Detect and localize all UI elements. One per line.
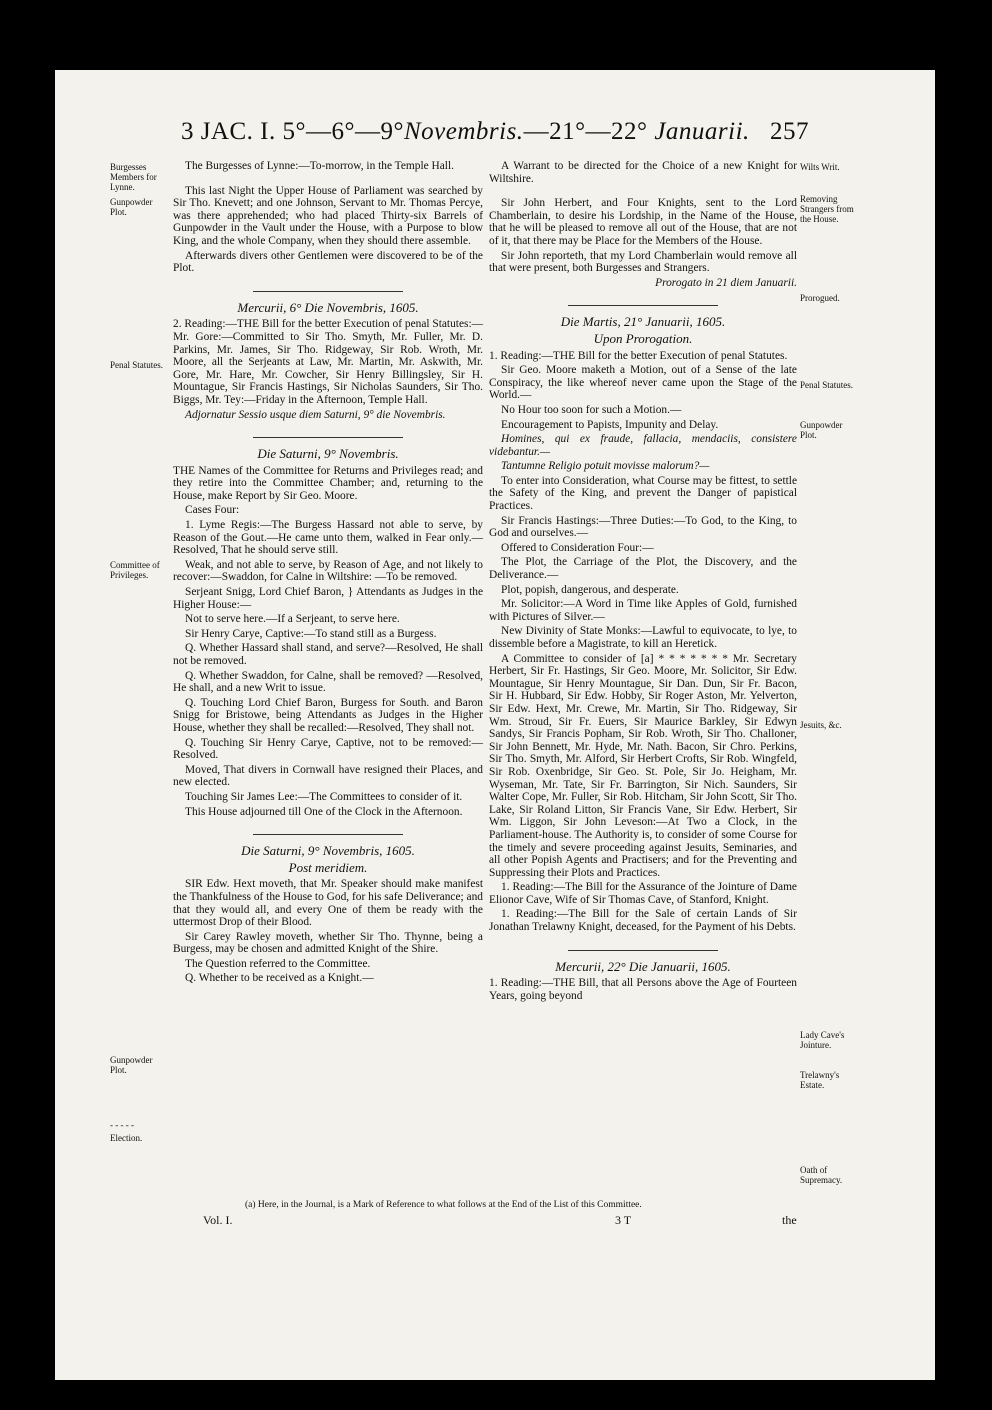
margin-note: Lady Cave's Jointure. — [800, 1030, 845, 1050]
paragraph: Touching Sir James Lee:—The Committees to consider of it. — [185, 790, 463, 803]
paragraph: Moved, That divers in Cornwall have resigned their Places, and new elected. — [173, 763, 483, 789]
paragraph: Weak, and not able to serve, by Reason of Age, and not likely to recover:—Swaddon, for Calne in Wiltshire: —To be removed. — [173, 558, 483, 584]
paragraph: Sir John Herbert, and Four Knights, sent to the Lord Chamberlain, to desire his Lordship, in the Name of the House, that he will be pleased to remove all out of the House, that are not of it, that there may be Place for the Members of the House. — [489, 197, 797, 247]
paragraph: Prorogato in 21 diem Januarii. — [655, 276, 797, 289]
paragraph: Encouragement to Papists, Impunity and Delay. — [501, 418, 719, 431]
paragraph: Not to serve here.—If a Serjeant, to serve here. — [185, 613, 400, 626]
margin-note: Wilts Writ. — [800, 162, 840, 172]
paragraph: Q. Touching Lord Chief Baron, Burgess for South. and Baron Snigg for Bristowe, being Attendants as Judges in the Higher House, whether they shall be recalled:—Resolved, They shall not. — [173, 696, 483, 734]
divider — [253, 291, 403, 292]
paragraph: This last Night the Upper House of Parliament was searched by Sir Tho. Knevett; and one Johnson, Servant to Mr. Thomas Percye, was there apprehended; who had placed Thirty-six Barrels of Gunpowder in the Vault under the House, with a Purpose to blow King, and the whole Company, when they should there assemble. — [173, 184, 483, 247]
signature-mark: 3 T — [615, 1213, 632, 1227]
section-heading: Die Saturni, 9° Novembris, 1605. — [241, 843, 415, 859]
divider — [253, 437, 403, 438]
paragraph: Q. Whether Hassard shall stand, and serve?—Resolved, He shall not be removed. — [173, 642, 483, 667]
paragraph: Adjornatur Sessio usque diem Saturni, 9° die Novembris. — [185, 408, 446, 421]
paragraph: 1. Reading:—The Bill for the Sale of certain Lands of Sir Jonathan Trelawny Knight, deceased, for the Payment of his Debts. — [489, 908, 797, 934]
paragraph: Serjeant Snigg, Lord Chief Baron, } Attendants as Judges in the Higher House:— — [173, 586, 483, 611]
section-subheading: Post meridiem. — [288, 859, 368, 875]
right-column — [489, 160, 797, 1004]
margin-note: Oath of Supremacy. — [800, 1165, 843, 1185]
section-heading: Mercurii, 22° Die Januarii, 1605. — [555, 958, 731, 974]
left-column — [173, 160, 483, 987]
paragraph: 2. Reading:—THE Bill for the better Execution of penal Statutes:—Mr. Gore:—Committed to Sir Tho. Smyth, Mr. Fuller, Mr. D. Parkins, Mr. James, Sir Tho. Ridgeway, Sir Rob. Wroth, Mr. Moore, all the Serjeants at Law, Mr. Martin, Mr. Askwith, Mr. Gore, Mr. Hare, Mr. Cowcher, Sir Henry Billingsley, Sir H. Mountague, Sir Francis Hastings, Sir Nicholas Saunders, Sir Tho. Biggs, Mr. Tey:—Friday in the Afternoon, Temple Hall. — [173, 318, 484, 406]
paragraph: A Warrant to be directed for the Choice of a new Knight for Wiltshire. — [489, 160, 797, 185]
paragraph: To enter into Consideration, what Course may be fittest, to settle the Safety of the King, and prevent the Danger of papistical Practices. — [489, 474, 797, 513]
paragraph: 1. Reading:—THE Bill for the better Execution of penal Statutes. — [489, 349, 788, 362]
margin-note: Gunpowder Plot. — [800, 420, 843, 440]
margin-note: Trelawny's Estate. — [800, 1070, 840, 1090]
section-heading: Mercurii, 6° Die Novembris, 1605. — [237, 299, 419, 315]
paragraph: Afterwards divers other Gentlemen were discovered to be of the Plot. — [173, 249, 483, 275]
footnote: (a) Here, in the Journal, is a Mark of Reference to what follows at the End of the List of this Committee. — [245, 1200, 642, 1210]
margin-note: Prorogued. — [800, 293, 840, 303]
paragraph: Offered to Consideration Four:— — [501, 541, 654, 554]
divider — [568, 305, 718, 306]
margin-note: Gunpowder Plot. — [110, 1055, 153, 1075]
volume-label: Vol. I. — [203, 1213, 233, 1227]
page-number: 257 — [770, 118, 810, 145]
paragraph: THE Names of the Committee for Returns and Privileges read; and they retire into the Committee Chamber; and, returning to the House, make Report by Sir Geo. Moore. — [173, 464, 483, 502]
margin-note: Gunpowder Plot. — [110, 197, 153, 217]
paragraph: This House adjourned till One of the Clock in the Afternoon. — [185, 805, 463, 818]
margin-note: Penal Statutes. — [800, 380, 853, 390]
section-subheading: Upon Prorogation. — [593, 330, 693, 346]
paragraph: A Committee to consider of [a] * * * * * * * Mr. Secretary Herbert, Sir Fr. Hastings, Sir Geo. Moore, Mr. Solicitor, Sir Edw. Mountague, Sir Henry Mountague, Sir Dan. Dun, Sir Fr. Bacon, Sir H. Hubbard, Sir Edw. Hobby, Sir Roger Aston, Mr. Yelverton, Sir Edw. Hext, Mr. Crewe, Mr. Martin, Sir Tho. Ridgeway, Sir Wm. Stroud, Sir Fr. Euers, Sir Maurice Barkley, Sir Edwyn Sandys, Sir Francis Popham, Sir Rob. Wroth, Sir Tho. Challoner, Sir John Bennett, Mr. Hyde, Mr. Nath. Bacon, Sir Chro. Perkins, Sir Tho. Smyth, Mr. Alford, Sir Herbert Crofts, Sir Rob. Wingfeld, Sir Rob. Oxenbridge, Sir Geo. St. Pole, Sir Jo. Heigham, Mr. Wyseman, Mr. Tate, Sir Fr. Barrington, Sir Nich. Saunders, Sir Walter Cope, Mr. Fuller, Sir Rob. Hitcham, Sir John Scott, Sir Tho. Lake, Sir Roland Litton, Sir Francis Vane, Sir Edw. Herbert, Sir Wm. Liggon, Sir John Leveson:—At Two a Clock, in the Parliament-house. The Authority is, to consider of some Course for the timely and severe proceeding against Jesuits, Seminaries, and all other Popish Agents and Practisers; and for the Preventing and Suppressing their Plots and Practices. — [489, 652, 797, 879]
section-heading: Die Saturni, 9° Novembris. — [257, 446, 399, 462]
paragraph: 1. Reading:—THE Bill, that all Persons above the Age of Fourteen Years, going beyond — [489, 977, 797, 1002]
header-left: 3 JAC. I. 5°—6°—9° — [180, 118, 404, 145]
margin-note: Jesuits, &c. — [800, 720, 842, 730]
divider — [253, 834, 403, 835]
paragraph: Sir John reporteth, that my Lord Chamberlain would remove all that were present, both Burgesses and Strangers. — [489, 249, 797, 275]
paragraph: Q. Whether to be received as a Knight.— — [185, 972, 374, 985]
header-right: —21°—22° — [523, 118, 648, 145]
paragraph: SIR Edw. Hext moveth, that Mr. Speaker should make manifest the Thankfulness of the House to God, for his safe Deliverance; and that they would all, and every One of them be ready with the uttermost Drop of their Blood. — [173, 878, 483, 929]
header-mid: Novembris. — [403, 118, 524, 145]
paragraph: Tantumne Religio potuit movisse malorum?— — [501, 460, 710, 473]
paragraph: Plot, popish, dangerous, and desperate. — [501, 583, 679, 596]
margin-note: Penal Statutes. — [110, 360, 163, 370]
paragraph: 1. Reading:—The Bill for the Assurance of the Jointure of Dame Elionor Cave, Wife of Sir Thomas Cave, of Stanford, Knight. — [489, 881, 797, 906]
header-right2: Januarii. — [654, 118, 750, 145]
section-heading: Die Martis, 21° Januarii, 1605. — [560, 314, 726, 330]
paragraph: Sir Francis Hastings:—Three Duties:—To God, to the King, to God and ourselves.— — [489, 514, 797, 540]
paragraph: Mr. Solicitor:—A Word in Time like Apples of Gold, furnished with Pictures of Silver.— — [489, 598, 797, 623]
catchword: the — [782, 1213, 797, 1227]
paragraph: Sir Henry Carye, Captive:—To stand still as a Burgess. — [185, 627, 437, 640]
divider — [568, 950, 718, 951]
paragraph: The Plot, the Carriage of the Plot, the Discovery, and the Deliverance.— — [489, 556, 797, 582]
paragraph: Q. Touching Sir Henry Carye, Captive, not to be removed:—Resolved. — [173, 736, 483, 762]
document-page — [55, 70, 935, 1380]
paragraph: Homines, qui ex fraude, fallacia, mendaciis, consistere videbantur.— — [489, 433, 797, 458]
paragraph: New Divinity of State Monks:—Lawful to equivocate, to lye, to dissemble before a Magistrate, to kill an Heretick. — [489, 625, 797, 650]
paragraph: Sir Carey Rawley moveth, whether Sir Tho. Thynne, being a Burgess, may be chosen and admitted Knight of the Shire. — [173, 930, 483, 956]
paragraph: Cases Four: — [185, 504, 240, 517]
paragraph: No Hour too soon for such a Motion.— — [501, 403, 682, 416]
paragraph: Sir Geo. Moore maketh a Motion, out of a Sense of the late Conspiracy, the like whereof never came upon the Stage of the World.— — [489, 364, 797, 402]
paragraph: 1. Lyme Regis:—The Burgess Hassard not able to serve, by Reason of the Gout.—He came unto them, walked in Fear only.—Resolved, That he should serve still. — [173, 519, 483, 557]
margin-note: Election. — [110, 1133, 143, 1143]
paragraph: The Question referred to the Committee. — [185, 957, 371, 970]
page-header — [55, 118, 935, 146]
margin-note: Burgesses Members for Lynne. — [110, 162, 157, 192]
paragraph: Q. Whether Swaddon, for Calne, shall be removed? —Resolved, He shall, and a new Writ to issue. — [173, 669, 483, 695]
margin-note: Removing Strangers from the House. — [800, 194, 854, 224]
margin-note: - - - - - — [110, 1120, 134, 1130]
paragraph: The Burgesses of Lynne:—To-morrow, in the Temple Hall. — [185, 160, 454, 172]
margin-note: Committee of Privileges. — [110, 560, 160, 580]
